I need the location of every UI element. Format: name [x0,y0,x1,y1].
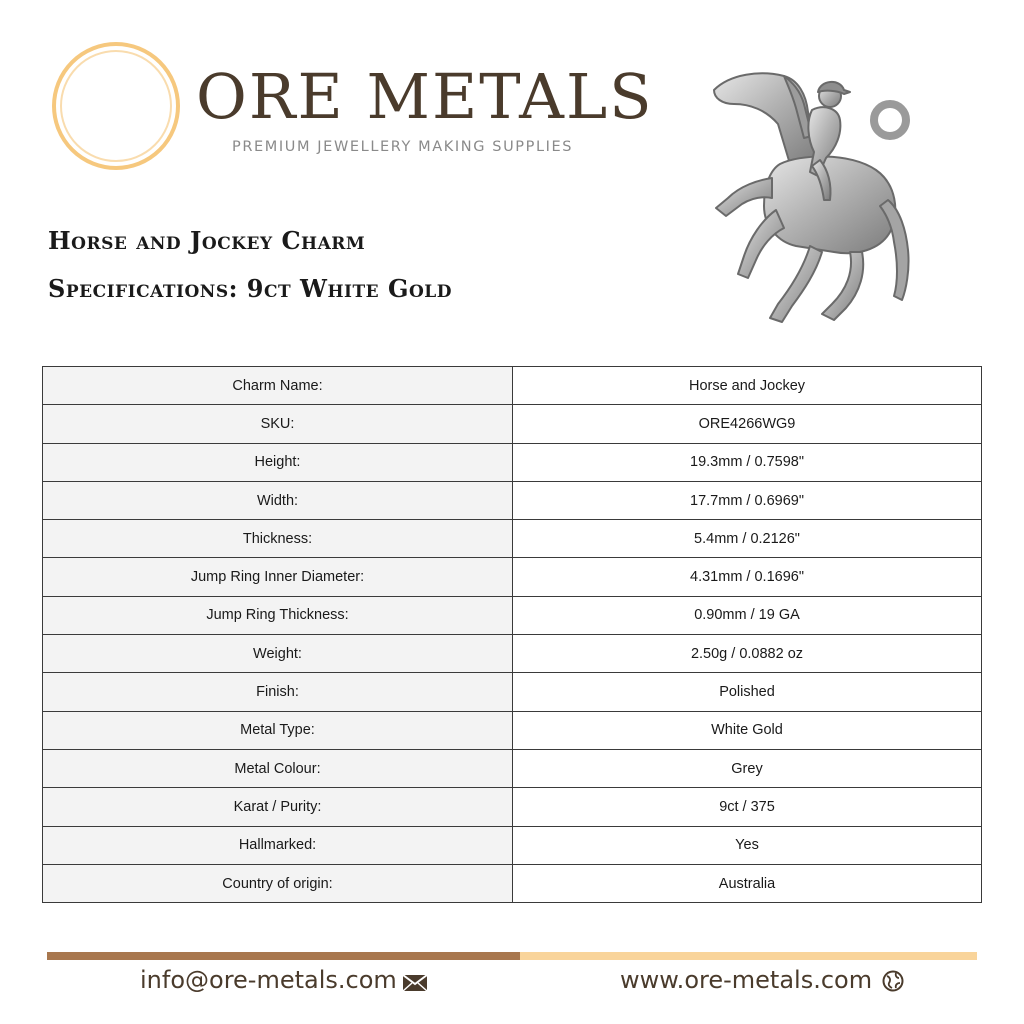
spec-label: Height: [43,443,513,481]
spec-label: Finish: [43,673,513,711]
spec-label: Country of origin: [43,864,513,902]
horse-and-jockey-charm-image [700,60,930,335]
spec-label: Metal Colour: [43,749,513,787]
spec-value: Grey [513,749,982,787]
spec-label: Metal Type: [43,711,513,749]
footer-email[interactable]: info@ore-metals.com [140,966,397,994]
spec-value: 17.7mm / 0.6969" [513,481,982,519]
spec-value: 9ct / 375 [513,788,982,826]
table-row [43,826,982,864]
table-row [43,596,982,634]
table-row [43,520,982,558]
spec-value: White Gold [513,711,982,749]
table-row [43,405,982,443]
table-row [43,367,982,405]
table-row [43,749,982,787]
spec-label: Thickness: [43,520,513,558]
spec-value: 5.4mm / 0.2126" [513,520,982,558]
table-row [43,788,982,826]
envelope-icon [402,974,428,992]
spec-label: Jump Ring Thickness: [43,596,513,634]
spec-label: Charm Name: [43,367,513,405]
footer-bar-left [47,952,520,960]
spec-label: Jump Ring Inner Diameter: [43,558,513,596]
spec-value: ORE4266WG9 [513,405,982,443]
spec-value: 0.90mm / 19 GA [513,596,982,634]
spec-label: SKU: [43,405,513,443]
table-row [43,443,982,481]
spec-value: 2.50g / 0.0882 oz [513,635,982,673]
spec-value: Horse and Jockey [513,367,982,405]
globe-icon [882,970,904,992]
table-row [43,558,982,596]
spec-value: 19.3mm / 0.7598" [513,443,982,481]
spec-value: Polished [513,673,982,711]
spec-label: Weight: [43,635,513,673]
spec-value: Australia [513,864,982,902]
spec-value: 4.31mm / 0.1696" [513,558,982,596]
logo-ring-icon [50,40,182,172]
table-row [43,864,982,902]
spec-label: Hallmarked: [43,826,513,864]
table-row [43,635,982,673]
table-row [43,481,982,519]
spec-value: Yes [513,826,982,864]
specifications-table [42,366,982,903]
brand-name: ORE METALS [196,60,654,133]
footer-website[interactable]: www.ore-metals.com [620,966,873,994]
product-title: Horse and Jockey Charm [48,226,366,255]
spec-label: Karat / Purity: [43,788,513,826]
table-row [43,673,982,711]
footer-bar-right [520,952,977,960]
spec-label: Width: [43,481,513,519]
table-row [43,711,982,749]
brand-tagline: PREMIUM JEWELLERY MAKING SUPPLIES [232,139,574,155]
product-spec-line: Specifications: 9ct White Gold [48,274,452,303]
